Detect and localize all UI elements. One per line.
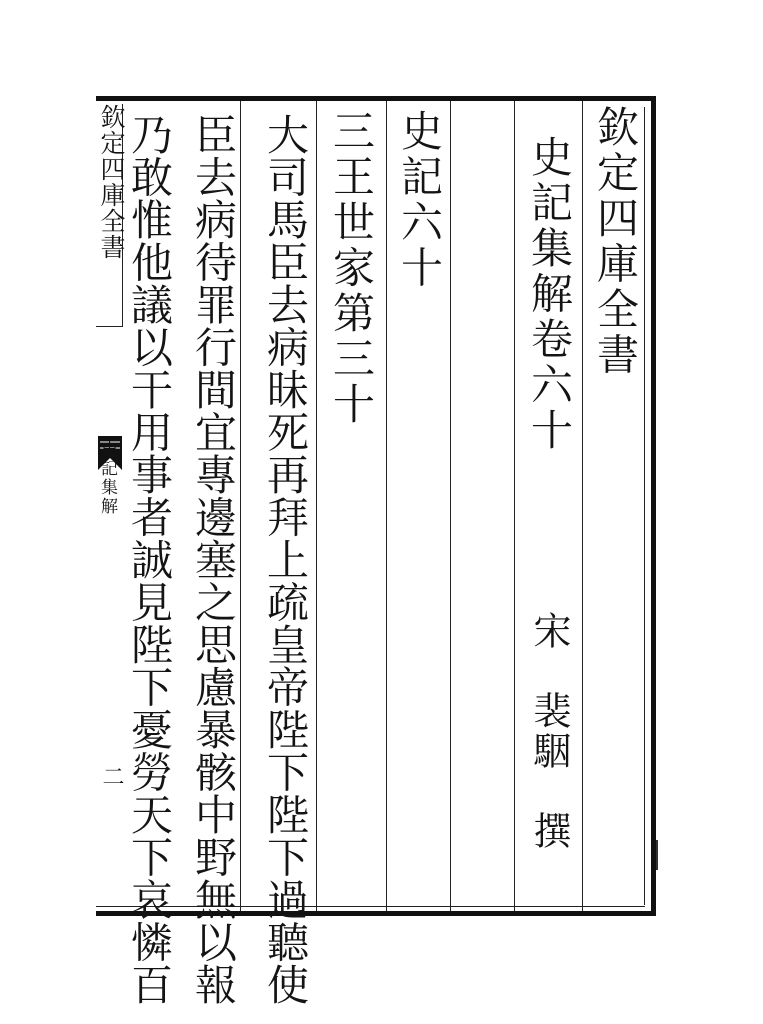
frame-inner-rule: [644, 107, 645, 905]
column-rule: [450, 101, 451, 911]
fold-book-name: 史記集解: [97, 440, 117, 516]
collection-title: 欽定四庫全書: [591, 105, 640, 378]
author-line: 宋 裴駰 撰: [527, 611, 571, 851]
column-rule: [316, 101, 317, 911]
column-rule: [582, 101, 583, 911]
fold-leaf-number: 二: [99, 765, 124, 787]
volume-title: 史記集解卷六十: [525, 135, 574, 454]
frame-bottom-rule: [96, 906, 645, 907]
fold-title: 欽定四庫全書: [97, 104, 126, 260]
chapter-title: 三王世家第三十: [327, 109, 376, 428]
body-line: 乃敢惟他議以干用事者誠見陛下憂勞天下哀憐百: [125, 113, 174, 1006]
chapter-number: 史記六十: [395, 109, 444, 291]
scan-mark: [656, 840, 658, 870]
page-frame: [96, 96, 656, 1006]
body-line: 臣去病待罪行間宜專邊塞之思慮暴骸中野無以報: [189, 113, 238, 1006]
body-line: 大司馬臣去病昧死再拜上疏皇帝陛下陛下過聽使: [261, 113, 310, 1006]
column-rule: [514, 101, 515, 911]
column-rule: [386, 101, 387, 911]
